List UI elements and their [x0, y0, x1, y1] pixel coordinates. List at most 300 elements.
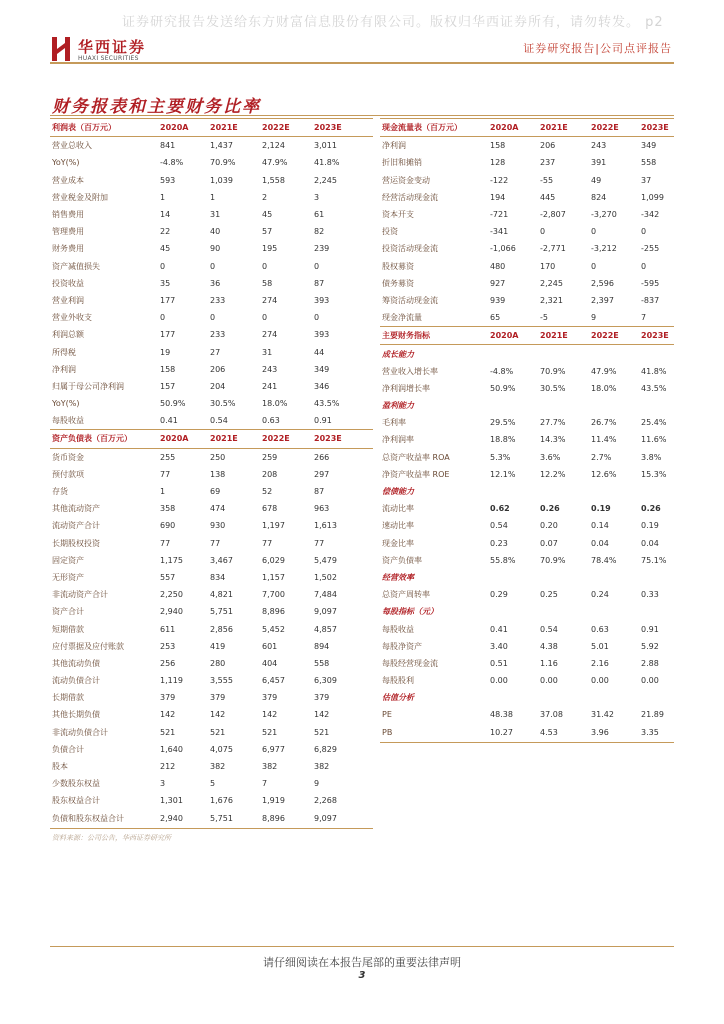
- row-label: 营业收入增长率: [382, 366, 438, 376]
- table-cell: 0.14: [591, 521, 609, 531]
- table-cell: 6,029: [262, 555, 285, 565]
- section-title: 财务报表和主要财务比率: [52, 97, 261, 117]
- row-label: 每股经营现金流: [382, 658, 438, 668]
- table-cell: 558: [314, 658, 330, 668]
- table-cell: 2,321: [540, 295, 563, 305]
- row-label: 其他流动资产: [52, 504, 100, 514]
- table-cell: 243: [591, 141, 607, 151]
- category-label: 偿债能力: [382, 487, 414, 497]
- table-row: [50, 792, 373, 809]
- table-cell: 1,558: [262, 175, 285, 185]
- table-cell: 824: [591, 192, 607, 202]
- row-label: 资本开支: [382, 210, 414, 220]
- footer-divider: [50, 946, 674, 947]
- table-cell: 1,437: [210, 141, 233, 151]
- table-cell: 142: [262, 710, 278, 720]
- table-cell: -721: [490, 210, 509, 220]
- table-cell: 963: [314, 504, 330, 514]
- table-cell: 349: [314, 364, 330, 374]
- table-cell: 5.92: [641, 641, 659, 651]
- table-cell: 939: [490, 295, 506, 305]
- row-label: 其他长期负债: [52, 710, 100, 720]
- row-label: 营业外收支: [52, 313, 92, 323]
- table-cell: 3: [314, 192, 320, 202]
- table-cell: 0.54: [540, 624, 558, 634]
- table-cell: 70.9%: [210, 158, 236, 168]
- table-row: [50, 758, 373, 775]
- row-label: 投资收益: [52, 278, 84, 288]
- table-row: [50, 603, 373, 620]
- table-cell: -5: [540, 313, 548, 323]
- table-cell: 87: [314, 487, 325, 497]
- logo-chinese-name: 华西证券: [78, 38, 147, 56]
- category-row: [380, 569, 674, 586]
- table-cell: 14: [160, 210, 171, 220]
- table-cell: 52: [262, 487, 273, 497]
- table-cell: 35: [160, 278, 171, 288]
- table-cell: 0.26: [641, 504, 661, 514]
- table-cell: 0.91: [641, 624, 659, 634]
- row-label: 流动资产合计: [52, 521, 100, 531]
- table-cell: 5,751: [210, 813, 233, 823]
- table-cell: -4.8%: [490, 366, 514, 376]
- table-cell: 274: [262, 295, 278, 305]
- table-row: [380, 275, 674, 292]
- table-cell: 557: [160, 572, 176, 582]
- table-cell: 0: [641, 227, 647, 237]
- table-cell: 0.20: [540, 521, 558, 531]
- table-cell: 3.40: [490, 641, 508, 651]
- row-label: 少数股东权益: [52, 779, 100, 789]
- source-note: 资料来源：公司公告，华西证券研究所: [52, 834, 171, 842]
- table-cell: 6,977: [262, 744, 285, 754]
- table-cell: 1: [160, 487, 166, 497]
- table-cell: 393: [314, 330, 330, 340]
- row-label: 流动比率: [382, 504, 414, 514]
- row-label: 净资产收益率 ROE: [382, 469, 450, 479]
- table-cell: 0.33: [641, 590, 659, 600]
- table-cell: -255: [641, 244, 660, 254]
- table-cell: 834: [210, 572, 226, 582]
- table-cell: 10.27: [490, 727, 513, 737]
- table-cell: 6,457: [262, 676, 285, 686]
- table-row: [380, 172, 674, 189]
- table-cell: 0.24: [591, 590, 609, 600]
- table-cell: 0.04: [641, 538, 659, 548]
- table-row: [50, 741, 373, 758]
- table-cell: 195: [262, 244, 278, 254]
- table-cell: 480: [490, 261, 506, 271]
- row-label: 应付票据及应付账款: [52, 641, 124, 651]
- title-divider: [50, 115, 674, 116]
- right-table-bottom-rule: [380, 742, 674, 743]
- table-cell: 27.7%: [540, 418, 566, 428]
- right-financial-tables: [380, 118, 674, 741]
- row-label: 管理费用: [52, 227, 84, 237]
- table-row: [50, 569, 373, 586]
- table-cell: 0: [262, 313, 268, 323]
- row-label: 股权募资: [382, 261, 414, 271]
- table-cell: 4,857: [314, 624, 337, 634]
- table-cell: 41.8%: [641, 366, 667, 376]
- table-cell: 1,640: [160, 744, 183, 754]
- table-cell: 204: [210, 381, 226, 391]
- table-cell: 177: [160, 330, 176, 340]
- table-cell: 142: [314, 710, 330, 720]
- table-cell: 0: [160, 313, 166, 323]
- table-cell: 0.25: [540, 590, 558, 600]
- table-cell: 45: [160, 244, 171, 254]
- table-cell: 21.89: [641, 710, 664, 720]
- table-row: [50, 724, 373, 741]
- table-cell: 31.42: [591, 710, 614, 720]
- table-cell: 4,075: [210, 744, 233, 754]
- table-cell: 2.16: [591, 658, 609, 668]
- table-cell: 12.6%: [591, 469, 617, 479]
- table-row: [380, 552, 674, 569]
- table-title: 主要财务指标: [380, 327, 490, 345]
- table-cell: 19: [160, 347, 171, 357]
- table-cell: 349: [641, 141, 657, 151]
- table-cell: 3,011: [314, 141, 337, 151]
- table-cell: 382: [314, 762, 330, 772]
- category-row: [380, 397, 674, 414]
- table-row: [380, 620, 674, 637]
- column-header: 2021E: [210, 430, 262, 448]
- row-label: 长期股权投资: [52, 538, 100, 548]
- row-label: 销售费用: [52, 210, 84, 220]
- category-label: 估值分析: [382, 693, 414, 703]
- table-cell: 1,175: [160, 555, 183, 565]
- category-row: [380, 603, 674, 620]
- table-cell: 77: [160, 538, 171, 548]
- table-cell: 0.41: [160, 416, 178, 426]
- table-cell: 75.1%: [641, 555, 667, 565]
- table-header-row: [50, 119, 373, 137]
- table-row: [380, 309, 674, 327]
- row-label: 现金净流量: [382, 313, 422, 323]
- table-cell: 7,484: [314, 590, 337, 600]
- table-cell: 593: [160, 175, 176, 185]
- table-cell: 5.3%: [490, 452, 511, 462]
- table-cell: 266: [314, 452, 330, 462]
- table-cell: 1.16: [540, 658, 558, 668]
- table-header-row: [380, 327, 674, 345]
- table-cell: 4.53: [540, 727, 558, 737]
- table-cell: 358: [160, 504, 176, 514]
- table-cell: 11.4%: [591, 435, 617, 445]
- table-cell: 14.3%: [540, 435, 566, 445]
- table-cell: 0: [210, 261, 216, 271]
- table-cell: 678: [262, 504, 278, 514]
- row-label: PE: [382, 710, 392, 720]
- table-cell: 0: [210, 313, 216, 323]
- table-cell: 601: [262, 641, 278, 651]
- row-label: 固定资产: [52, 555, 84, 565]
- table-cell: 138: [210, 469, 226, 479]
- table-cell: 233: [210, 295, 226, 305]
- category-row: [380, 483, 674, 500]
- table-cell: 0: [314, 313, 320, 323]
- table-row: [50, 466, 373, 483]
- row-label: 总资产收益率 ROA: [382, 452, 450, 462]
- table-cell: 445: [540, 192, 556, 202]
- table-cell: 50.9%: [160, 399, 186, 409]
- table-cell: 8,896: [262, 813, 285, 823]
- table-cell: 41.8%: [314, 158, 340, 168]
- table-cell: 690: [160, 521, 176, 531]
- table-row: [380, 189, 674, 206]
- table-cell: 474: [210, 504, 226, 514]
- table-cell: 841: [160, 141, 176, 151]
- table-row: [50, 517, 373, 534]
- table-row: [50, 172, 373, 189]
- column-header: 2021E: [540, 119, 591, 137]
- table-row: [380, 206, 674, 223]
- table-row: [50, 292, 373, 309]
- row-label: YoY(%): [52, 158, 80, 168]
- row-label: 资产合计: [52, 607, 84, 617]
- table-header-row: [380, 119, 674, 137]
- table-cell: 9: [591, 313, 597, 323]
- table-row: [380, 431, 674, 448]
- header-divider: [50, 62, 674, 64]
- table-row: [50, 620, 373, 637]
- table-cell: 259: [262, 452, 278, 462]
- row-label: 折旧和摊销: [382, 158, 422, 168]
- column-header: 2023E: [314, 119, 373, 137]
- table-cell: 18.0%: [262, 399, 288, 409]
- table-cell: 0.07: [540, 538, 558, 548]
- table-cell: 37: [641, 175, 652, 185]
- table-cell: 2,596: [591, 278, 614, 288]
- table-cell: 0.19: [641, 521, 659, 531]
- row-label: 预付款项: [52, 469, 84, 479]
- company-logo: [50, 35, 160, 65]
- watermark-text: 证券研究报告发送给东方财富信息股份有限公司。版权归华西证券所有，请勿转发。 p2: [122, 15, 664, 30]
- table-cell: 243: [262, 364, 278, 374]
- table-row: [50, 343, 373, 360]
- table-cell: 274: [262, 330, 278, 340]
- table-cell: 0: [160, 261, 166, 271]
- table-cell: 5,479: [314, 555, 337, 565]
- table-cell: 0.54: [210, 416, 228, 426]
- table-cell: 9,097: [314, 607, 337, 617]
- column-header: 2020A: [160, 430, 210, 448]
- table-cell: 558: [641, 158, 657, 168]
- table-row: [380, 535, 674, 552]
- table-cell: 31: [262, 347, 273, 357]
- table-cell: 3.35: [641, 727, 659, 737]
- column-header: 2022E: [591, 119, 641, 137]
- table-cell: 2,856: [210, 624, 233, 634]
- table-cell: -122: [490, 175, 509, 185]
- table-row: [50, 189, 373, 206]
- table-cell: 0.62: [490, 504, 510, 514]
- row-label: 利润总额: [52, 330, 84, 340]
- row-label: 负债合计: [52, 744, 84, 754]
- table-cell: 0: [591, 261, 597, 271]
- table-row: [50, 258, 373, 275]
- table-row: [50, 154, 373, 171]
- table-cell: 70.9%: [540, 555, 566, 565]
- table-cell: 1,301: [160, 796, 183, 806]
- table-cell: 70.9%: [540, 366, 566, 376]
- row-label: 营业利润: [52, 295, 84, 305]
- table-cell: 2,397: [591, 295, 614, 305]
- table-cell: 237: [540, 158, 556, 168]
- table-cell: 1,119: [160, 676, 183, 686]
- table-cell: 157: [160, 381, 176, 391]
- table-cell: 346: [314, 381, 330, 391]
- table-cell: 22: [160, 227, 171, 237]
- table-cell: 58: [262, 278, 273, 288]
- table-cell: 0.19: [591, 504, 611, 514]
- row-label: 净利润: [52, 364, 76, 374]
- table-cell: 78.4%: [591, 555, 617, 565]
- table-cell: 256: [160, 658, 176, 668]
- table-cell: 253: [160, 641, 176, 651]
- table-cell: 379: [210, 693, 226, 703]
- row-label: 非流动负债合计: [52, 727, 108, 737]
- column-header: 2021E: [540, 327, 591, 345]
- category-row: [380, 689, 674, 706]
- table-row: [50, 638, 373, 655]
- table-cell: -3,270: [591, 210, 617, 220]
- table-cell: 3.8%: [641, 452, 662, 462]
- row-label: 存货: [52, 487, 68, 497]
- table-cell: 0.63: [591, 624, 609, 634]
- row-label: 其他流动负债: [52, 658, 100, 668]
- row-label: 每股净资产: [382, 641, 422, 651]
- table-row: [50, 309, 373, 326]
- left-financial-tables: [50, 118, 373, 827]
- table-row: [50, 552, 373, 569]
- table-cell: 0.54: [490, 521, 508, 531]
- table-row: [380, 655, 674, 672]
- table-cell: 5: [210, 779, 216, 789]
- table-cell: 3.96: [591, 727, 609, 737]
- column-header: 2020A: [160, 119, 210, 137]
- row-label: 每股收益: [382, 624, 414, 634]
- category-label: 成长能力: [382, 349, 414, 359]
- table-cell: 8,896: [262, 607, 285, 617]
- table-cell: 379: [262, 693, 278, 703]
- table-row: [380, 586, 674, 603]
- table-cell: 7: [262, 779, 268, 789]
- table-cell: 128: [490, 158, 506, 168]
- category-label: 经营效率: [382, 572, 414, 582]
- column-header: 2023E: [641, 119, 674, 137]
- row-label: YoY(%): [52, 399, 80, 409]
- table-cell: 3,555: [210, 676, 233, 686]
- column-header: 2020A: [490, 327, 540, 345]
- table-cell: 206: [210, 364, 226, 374]
- row-label: 毛利率: [382, 418, 406, 428]
- table-cell: 2,245: [314, 175, 337, 185]
- table-row: [50, 206, 373, 223]
- table-cell: 930: [210, 521, 226, 531]
- table-row: [50, 326, 373, 343]
- table-cell: 57: [262, 227, 273, 237]
- table-cell: 0.91: [314, 416, 332, 426]
- table-cell: 43.5%: [314, 399, 340, 409]
- table-cell: -55: [540, 175, 554, 185]
- table-cell: 0: [540, 227, 546, 237]
- table-cell: 3: [160, 779, 166, 789]
- row-label: 净利润率: [382, 435, 414, 445]
- table-cell: 2.7%: [591, 452, 612, 462]
- table-cell: -2,807: [540, 210, 566, 220]
- table-cell: 44: [314, 347, 325, 357]
- table-cell: 0.00: [641, 676, 659, 686]
- table-cell: 30.5%: [210, 399, 236, 409]
- table-cell: 2,940: [160, 607, 183, 617]
- table-cell: 2,940: [160, 813, 183, 823]
- table-cell: 65: [490, 313, 501, 323]
- row-label: 投资: [382, 227, 398, 237]
- table-cell: 0.00: [490, 676, 508, 686]
- table-cell: -837: [641, 295, 660, 305]
- table-cell: 1,157: [262, 572, 285, 582]
- table-row: [380, 363, 674, 380]
- row-label: 营业税金及附加: [52, 192, 108, 202]
- legal-disclaimer: 请仔细阅读在本报告尾部的重要法律声明: [263, 956, 461, 969]
- table-cell: 170: [540, 261, 556, 271]
- table-row: [50, 412, 373, 430]
- table-cell: 37.08: [540, 710, 563, 720]
- table-cell: 2,245: [540, 278, 563, 288]
- table-cell: 241: [262, 381, 278, 391]
- table-cell: 2,250: [160, 590, 183, 600]
- row-label: 货币资金: [52, 452, 84, 462]
- table-cell: 1,919: [262, 796, 285, 806]
- table-cell: 1,197: [262, 521, 285, 531]
- table-cell: 611: [160, 624, 176, 634]
- table-cell: 15.3%: [641, 469, 667, 479]
- column-header: 2020A: [490, 119, 540, 137]
- table-title: 资产负债表（百万元）: [50, 430, 160, 448]
- category-row: [380, 345, 674, 363]
- table-cell: 382: [210, 762, 226, 772]
- table-row: [50, 448, 373, 466]
- table-row: [50, 240, 373, 257]
- table-cell: 158: [490, 141, 506, 151]
- table-row: [380, 137, 674, 155]
- row-label: 营业总收入: [52, 141, 92, 151]
- table-cell: 55.8%: [490, 555, 516, 565]
- row-label: 非流动资产合计: [52, 590, 108, 600]
- table-row: [380, 154, 674, 171]
- table-cell: 26.7%: [591, 418, 617, 428]
- table-cell: 0.51: [490, 658, 508, 668]
- row-label: 经营活动现金流: [382, 192, 438, 202]
- table-cell: 61: [314, 210, 325, 220]
- table-cell: 50.9%: [490, 383, 516, 393]
- table-cell: 280: [210, 658, 226, 668]
- logo-english-name: HUAXI SECURITIES: [78, 55, 139, 62]
- table-cell: 29.5%: [490, 418, 516, 428]
- table-cell: 6,829: [314, 744, 337, 754]
- table-cell: 0: [314, 261, 320, 271]
- column-header: 2023E: [641, 327, 674, 345]
- table-cell: 0.00: [540, 676, 558, 686]
- row-label: 财务费用: [52, 244, 84, 254]
- table-cell: 30.5%: [540, 383, 566, 393]
- table-cell: -341: [490, 227, 509, 237]
- table-cell: 12.1%: [490, 469, 516, 479]
- table-cell: 521: [160, 727, 176, 737]
